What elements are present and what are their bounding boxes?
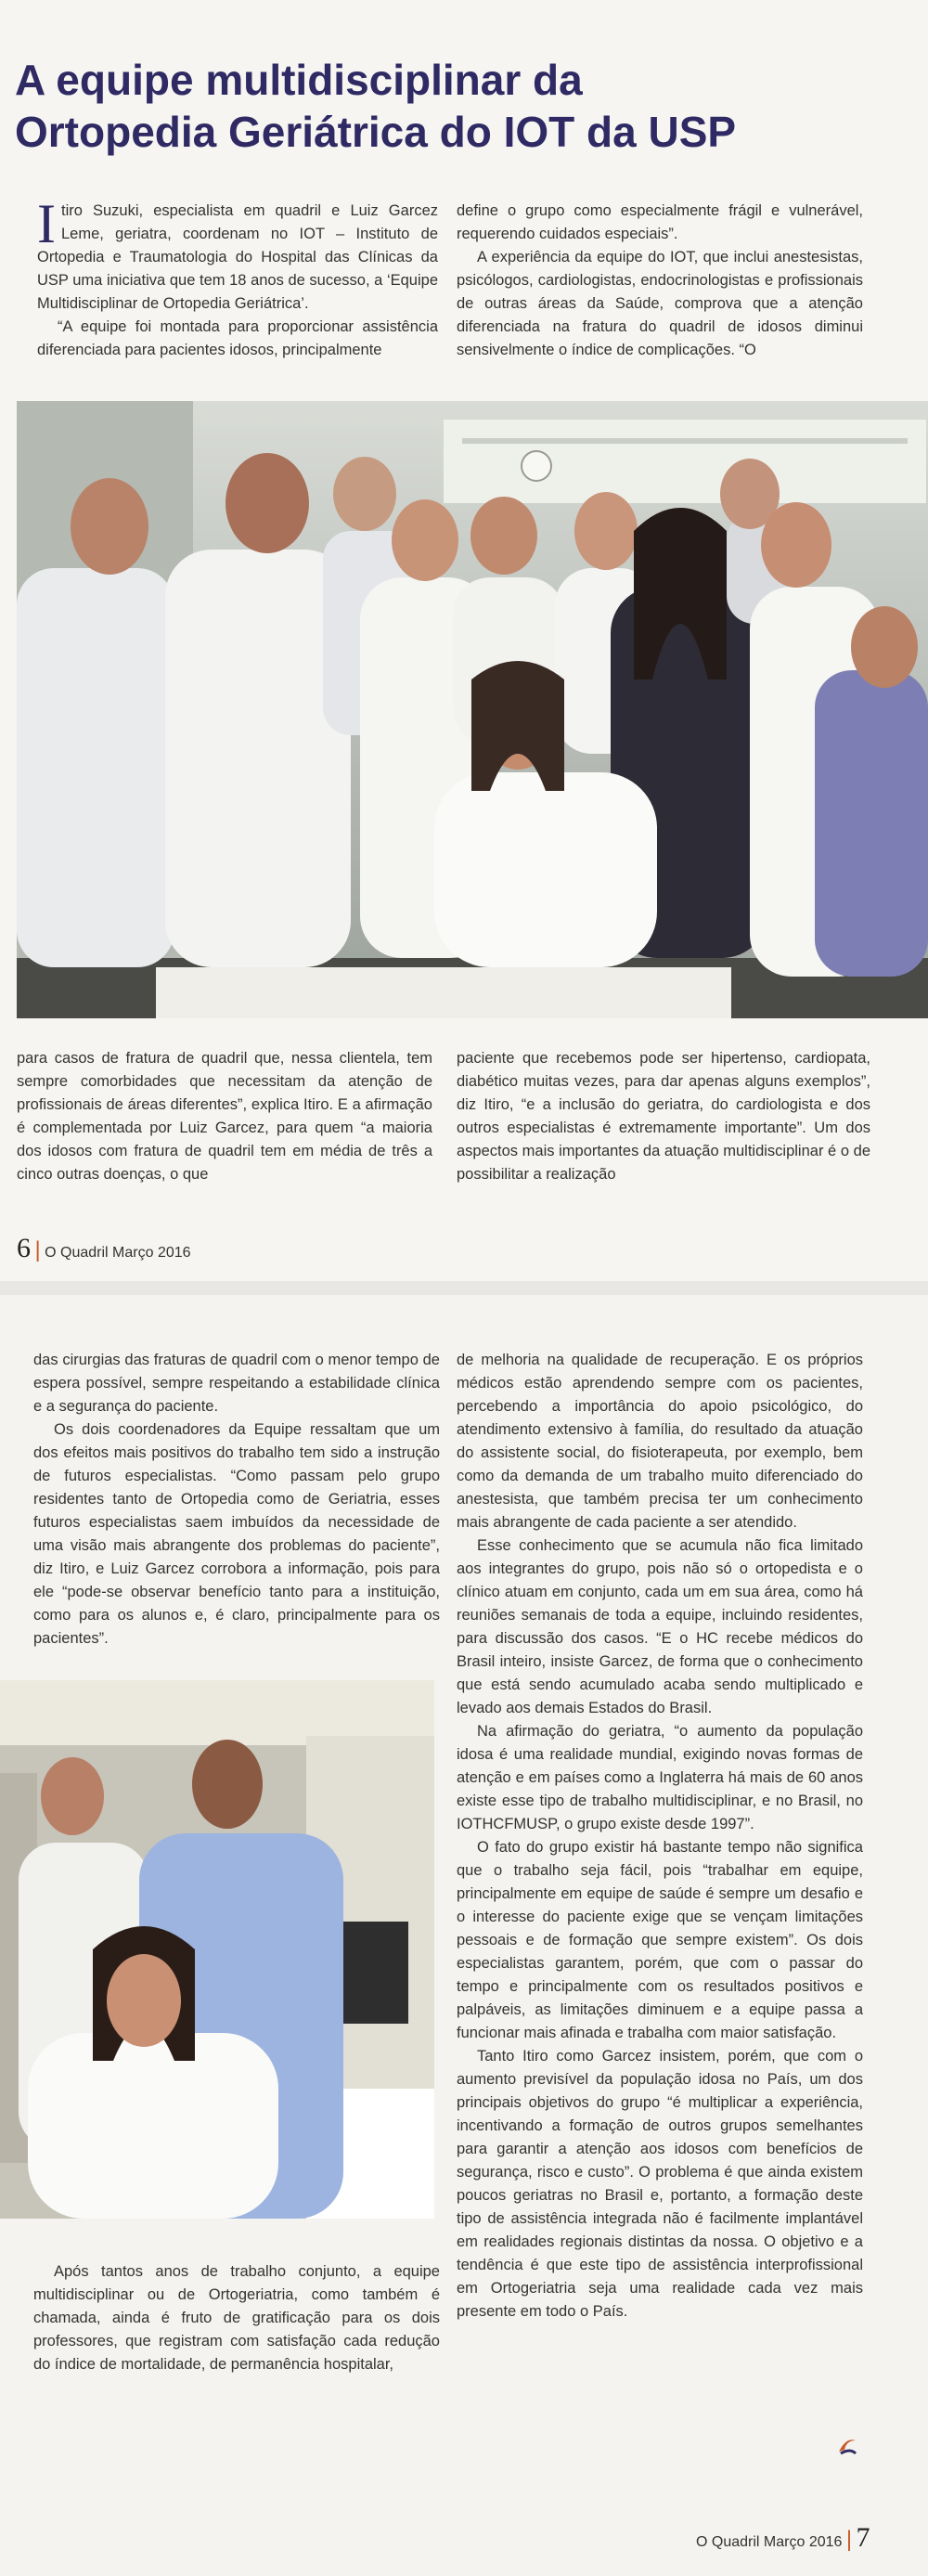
paragraph: Tanto Itiro como Garcez insistem, porém, que com o aumento previsível da população idosa no País, um dos principais objetivos do grupo “é multiplicar a experiência, incentivando a formação de outros grupos semelhantes para garantir a atenção aos idosos com benefícios de segurança, risco e custo”. O problema é que ainda existem poucos geriatras no Brasil e, portanto, a formação deste tipo de assistência integrada não é facilmente implantável em realidades regionais distintas da nossa. O objetivo e a tendência é que este tipo de assistência interprofissional em Ortogeriatria seja uma realidade cada vez mais presente em todo o País. <box>457 2048 863 2320</box>
paragraph: A experiência da equipe do IOT, que inclui anestesistas, psicólogos, cardiologistas, endocrinologistas e profissionais de outras áreas da Saúde, comprova que a atenção diferenciada na fratura do quadril de idosos diminui sensivelmente o índice de complicações. “O <box>457 249 863 358</box>
end-mark-icon <box>835 2435 859 2462</box>
paragraph: Após tantos anos de trabalho conjunto, a equipe multidisciplinar ou de Ortogeriatria, como também é chamada, ainda é fruto de gratificação para os dois professores, que registram com satisfação cada redução do índice de mortalidade, de permanência hospitalar, <box>33 2263 440 2373</box>
paragraph: O fato do grupo existir há bastante tempo não significa que o trabalho seja fácil, pois “trabalhar em equipe, principalmente em equipe de saúde é sempre um desafio e o interesse do paciente exige que se vençam limitações pessoais e de formação que sempre existem”. Os dois especialistas garantem, porém, que com o passar do tempo e principalmente com os resultados positivos e palpáveis, as limitações diminuem e a equipe passa a funcionar mais afinada e trabalha com maior satisfação. <box>457 1839 863 2041</box>
drop-cap: I <box>37 193 56 254</box>
paragraph: paciente que recebemos pode ser hipertenso, cardiopata, diabético muitas vezes, para dar apenas alguns exemplos”, diz Itiro, “e a inclusão do geriatra, do cardiologista e dos outros especialistas é extremamente importante”. Um dos aspectos mais importantes da atuação multidisciplinar é o de possibilitar a realização <box>457 1050 870 1183</box>
intro-right-column <box>457 200 863 362</box>
paragraph: para casos de fratura de quadril que, nessa clientela, tem sempre comorbidades que necessitam da atenção de profissionais de áreas diferentes”, explica Itiro. E a afirmação é complementada por Luiz Garcez, para quem “a maioria dos idosos com fratura de quadril tem em média de três a cinco outras doenças, o que <box>17 1050 432 1183</box>
magazine-page-6 <box>0 0 928 1281</box>
publication-name: O Quadril Março 2016 <box>696 2534 843 2550</box>
publication-name: O Quadril Março 2016 <box>45 1245 191 1261</box>
article-title: A equipe multidisciplinar da Ortopedia Geriátrica do IOT da USP <box>15 56 737 156</box>
page-footer <box>696 2522 870 2554</box>
folio-divider: | <box>845 2527 853 2552</box>
paragraph: Na afirmação do geriatra, “o aumento da população idosa é uma realidade mundial, exigindo novas formas de atenção e em países como a Inglaterra há mais de 60 anos existe esse tipo de trabalho multidisciplinar, e no Brasil, no IOTHCFMUSP, o grupo existe desde 1997”. <box>457 1723 863 1832</box>
team-group-photo <box>17 401 928 1018</box>
magazine-page-7 <box>0 1295 928 2576</box>
top-left-column <box>33 1349 440 1650</box>
intro-paragraph: Itiro Suzuki, especialista em quadril e Luiz Garcez Leme, geriatra, coordenam no IOT – Instituto de Ortopedia e Traumatologia do Hospital das Clínicas da USP uma iniciativa que tem 18 anos de sucesso, a ‘Equipe Multidisciplinar de Ortopedia Geriátrica’. <box>37 193 438 312</box>
bottom-left-column <box>17 1047 432 1186</box>
page-number: 7 <box>856 2522 870 2553</box>
paragraph: define o grupo como especialmente frágil e vulnerável, requerendo cuidados especiais”. <box>457 202 863 242</box>
paragraph: “A equipe foi montada para proporcionar assistência diferenciada para pacientes idosos, principalmente <box>37 318 438 358</box>
page-number: 6 <box>17 1233 31 1263</box>
bottom-left-column <box>33 2260 440 2376</box>
team-small-photo <box>0 1680 434 2219</box>
paragraph: Esse conhecimento que se acumula não fica limitado aos integrantes do grupo, pois não só o ortopedista e o clínico atuam em conjunto, cada um em sua área, como há reuniões semanais de toda a equipe, incluindo residentes, para discussão dos casos. “E o HC recebe médicos do Brasil inteiro, insiste Garcez, de forma que o conhecimento que está sendo acumulado acaba sendo multiplicado e levado aos demais Estados do Brasil. <box>457 1537 863 1716</box>
paragraph: das cirurgias das fraturas de quadril com o menor tempo de espera possível, sempre respeitando a estabilidade clínica e a segurança do paciente. <box>33 1352 440 1415</box>
right-column <box>457 1349 863 2324</box>
page-footer <box>17 1233 191 1264</box>
paragraph: de melhoria na qualidade de recuperação. E os próprios médicos estão aprendendo sempre com os pacientes, percebendo a importância do apoio psicológico, do atendimento extensivo à família, do resultado da atuação do assistente social, do fisioterapeuta, por exemplo, bem como da demanda de um trabalho muito diferenciado do anestesista, que também precisa ter um conhecimento mais abrangente de cada paciente a ser atendido. <box>457 1352 863 1531</box>
paragraph: Os dois coordenadores da Equipe ressaltam que um dos efeitos mais positivos do trabalho tem sido a instrução de futuros especialistas. “Como passam pelo grupo residentes tanto de Ortopedia como de Geriatria, esses futuros especialistas saem imbuídos da necessidade de uma visão mais abrangente dos problemas do paciente”, diz Itiro, e Luiz Garcez corrobora a informação, pois para ele “pode-se observar benefício tanto para a instituição, como para os alunos e, é claro, principalmente para os pacientes”. <box>33 1421 440 1647</box>
bottom-right-column <box>457 1047 870 1186</box>
folio-divider: | <box>34 1237 41 1262</box>
intro-left-column <box>37 193 438 362</box>
